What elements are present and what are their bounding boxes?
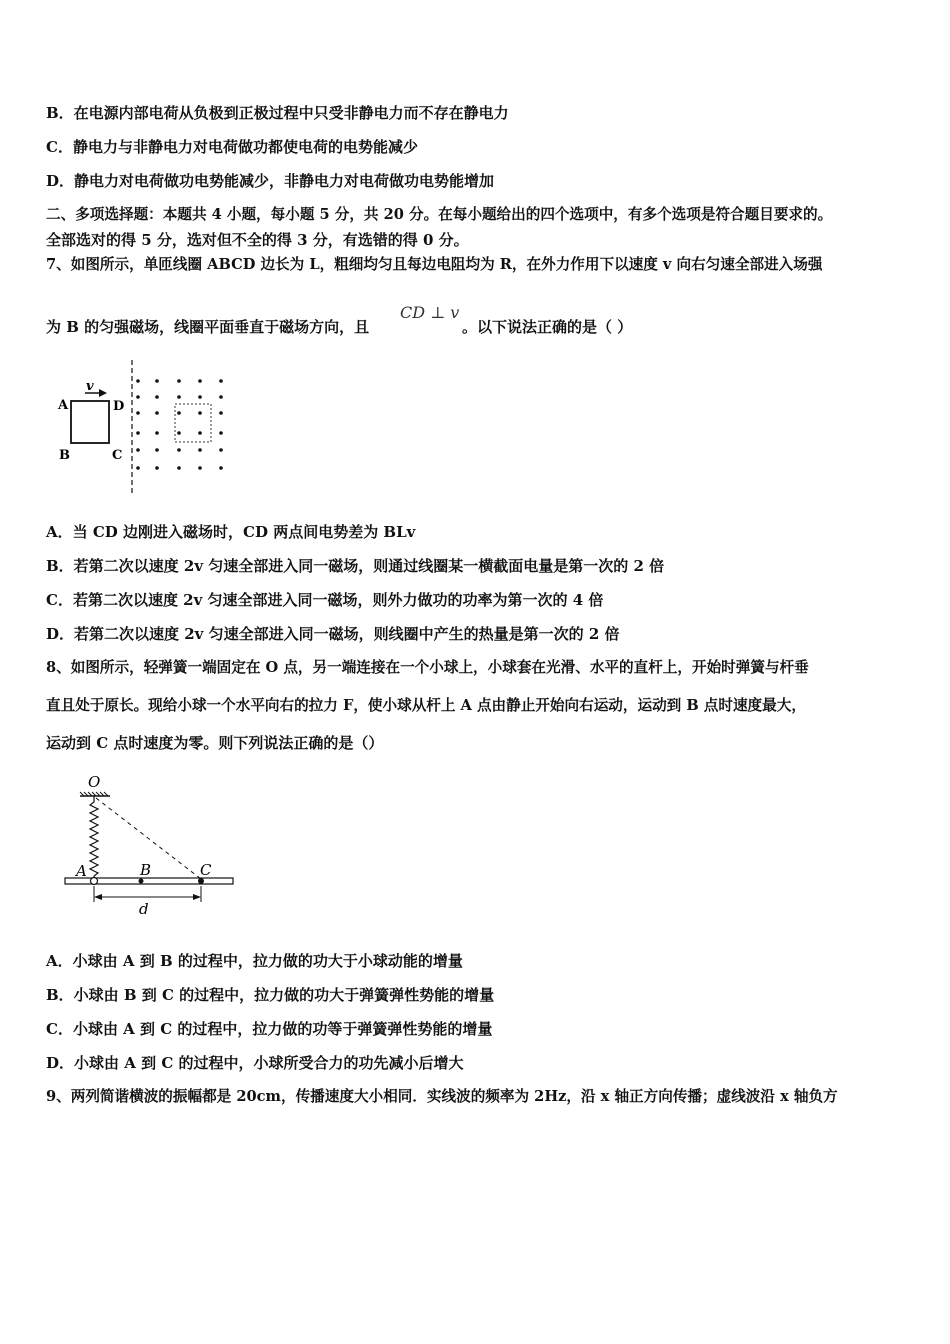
- q8-option-a: A．小球由 A 到 B 的过程中，拉力做的功大于小球动能的增量: [46, 952, 463, 970]
- section2-instructions: 全部选对的得 5 分，选对但不全的得 3 分，有选错的得 0 分。: [46, 231, 469, 249]
- q8-figure: [60, 770, 240, 922]
- q6-option-c: C．静电力与非静电力对电荷做功都使电荷的电势能减少: [46, 138, 418, 156]
- field-dot: [177, 395, 181, 399]
- field-dot: [136, 448, 140, 452]
- q7-figure: [52, 356, 242, 498]
- field-dot: [219, 395, 223, 399]
- q7-option-b: B．若第二次以速度 2v 匀速全部进入同一磁场，则通过线圈某一横截面电量是第一次的 2 倍: [46, 557, 665, 575]
- q7-stem-line1: 7、如图所示，单匝线圈 ABCD 边长为 L，粗细均匀且每边电阻均为 R，在外力作用下以速度 v 向右匀速全部进入场强: [46, 256, 823, 273]
- corner-label-c: C: [112, 448, 123, 463]
- field-dot: [155, 466, 159, 470]
- field-dot: [155, 411, 159, 415]
- point-c-label: C: [200, 861, 212, 879]
- corner-label-d: D: [113, 399, 125, 414]
- field-dot: [219, 466, 223, 470]
- point-b: [139, 879, 144, 884]
- q8-option-d: D．小球由 A 到 C 的过程中，小球所受合力的功先减小后增大: [46, 1054, 464, 1072]
- field-dot: [155, 448, 159, 452]
- field-dot: [219, 379, 223, 383]
- field-dot: [136, 411, 140, 415]
- coil-position-dashed: [175, 404, 211, 442]
- field-dot: [219, 448, 223, 452]
- corner-label-b: B: [59, 448, 70, 463]
- field-dot: [198, 411, 202, 415]
- q8-stem-line2: 直且处于原长。现给小球一个水平向右的拉力 F，使小球从杆上 A 点由静止开始向右运动，运动到 B 点时速度最大，: [46, 697, 806, 714]
- velocity-label: v: [86, 379, 94, 394]
- field-dot: [177, 431, 181, 435]
- field-dot: [136, 379, 140, 383]
- field-dot: [155, 395, 159, 399]
- q7-stem-line2a: 为 B 的匀强磁场，线圈平面垂直于磁场方向，且: [46, 318, 370, 336]
- field-dot: [136, 395, 140, 399]
- q7-stem-line2b: 。以下说法正确的是（ ）: [462, 318, 633, 336]
- field-dot: [219, 411, 223, 415]
- field-dot: [177, 411, 181, 415]
- field-dot: [177, 448, 181, 452]
- q8-option-b: B．小球由 B 到 C 的过程中，拉力做的功大于弹簧弹性势能的增量: [46, 986, 495, 1004]
- q6-option-d: D．静电力对电荷做功电势能减少，非静电力对电荷做功电势能增加: [46, 172, 495, 190]
- field-dot: [198, 448, 202, 452]
- field-dot: [198, 466, 202, 470]
- magnetic-field-dots: [136, 379, 223, 470]
- ball-at-a: [91, 878, 98, 885]
- q8-stem-line3: 运动到 C 点时速度为零。则下列说法正确的是（）: [46, 734, 384, 752]
- field-dot: [136, 431, 140, 435]
- q7-option-c: C．若第二次以速度 2v 匀速全部进入同一磁场，则外力做功的功率为第一次的 4 倍: [46, 591, 604, 609]
- field-dot: [155, 431, 159, 435]
- field-dot: [177, 466, 181, 470]
- field-dot: [198, 395, 202, 399]
- q8-stem-line1: 8、如图所示，轻弹簧一端固定在 O 点，另一端连接在一个小球上，小球套在光滑、水平的直杆上，开始时弹簧与杆垂: [46, 659, 809, 676]
- dimension-arrow-left: [94, 894, 102, 900]
- q9-stem-line1: 9、两列简谐横波的振幅都是 20cm，传播速度大小相同．实线波的频率为 2Hz，沿 x 轴正方向传播；虚线波沿 x 轴负方: [46, 1088, 838, 1105]
- field-dot: [155, 379, 159, 383]
- field-dot: [219, 431, 223, 435]
- spring: [90, 796, 98, 880]
- velocity-arrowhead: [99, 389, 107, 397]
- section2-heading: 二、多项选择题：本题共 4 小题，每小题 5 分，共 20 分。在每小题给出的四个选项中，有多个选项是符合题目要求的。: [46, 206, 833, 223]
- q7-formula: CD ⊥ v: [400, 303, 460, 322]
- field-dot: [177, 379, 181, 383]
- distance-label: d: [139, 900, 149, 918]
- field-dot: [198, 379, 202, 383]
- dimension-arrow-right: [193, 894, 201, 900]
- q6-option-b: B．在电源内部电荷从负极到正极过程中只受非静电力而不存在静电力: [46, 104, 509, 122]
- q7-option-d: D．若第二次以速度 2v 匀速全部进入同一磁场，则线圈中产生的热量是第一次的 2 倍: [46, 625, 620, 643]
- point-o-label: O: [88, 773, 101, 791]
- field-dot: [136, 466, 140, 470]
- point-b-label: B: [140, 861, 152, 879]
- point-a-label: A: [76, 862, 87, 880]
- corner-label-a: A: [58, 398, 69, 413]
- q8-option-c: C．小球由 A 到 C 的过程中，拉力做的功等于弹簧弹性势能的增量: [46, 1020, 493, 1038]
- coil-square: [71, 401, 109, 443]
- q7-option-a: A．当 CD 边刚进入磁场时，CD 两点间电势差为 BLv: [46, 523, 416, 541]
- field-dot: [198, 431, 202, 435]
